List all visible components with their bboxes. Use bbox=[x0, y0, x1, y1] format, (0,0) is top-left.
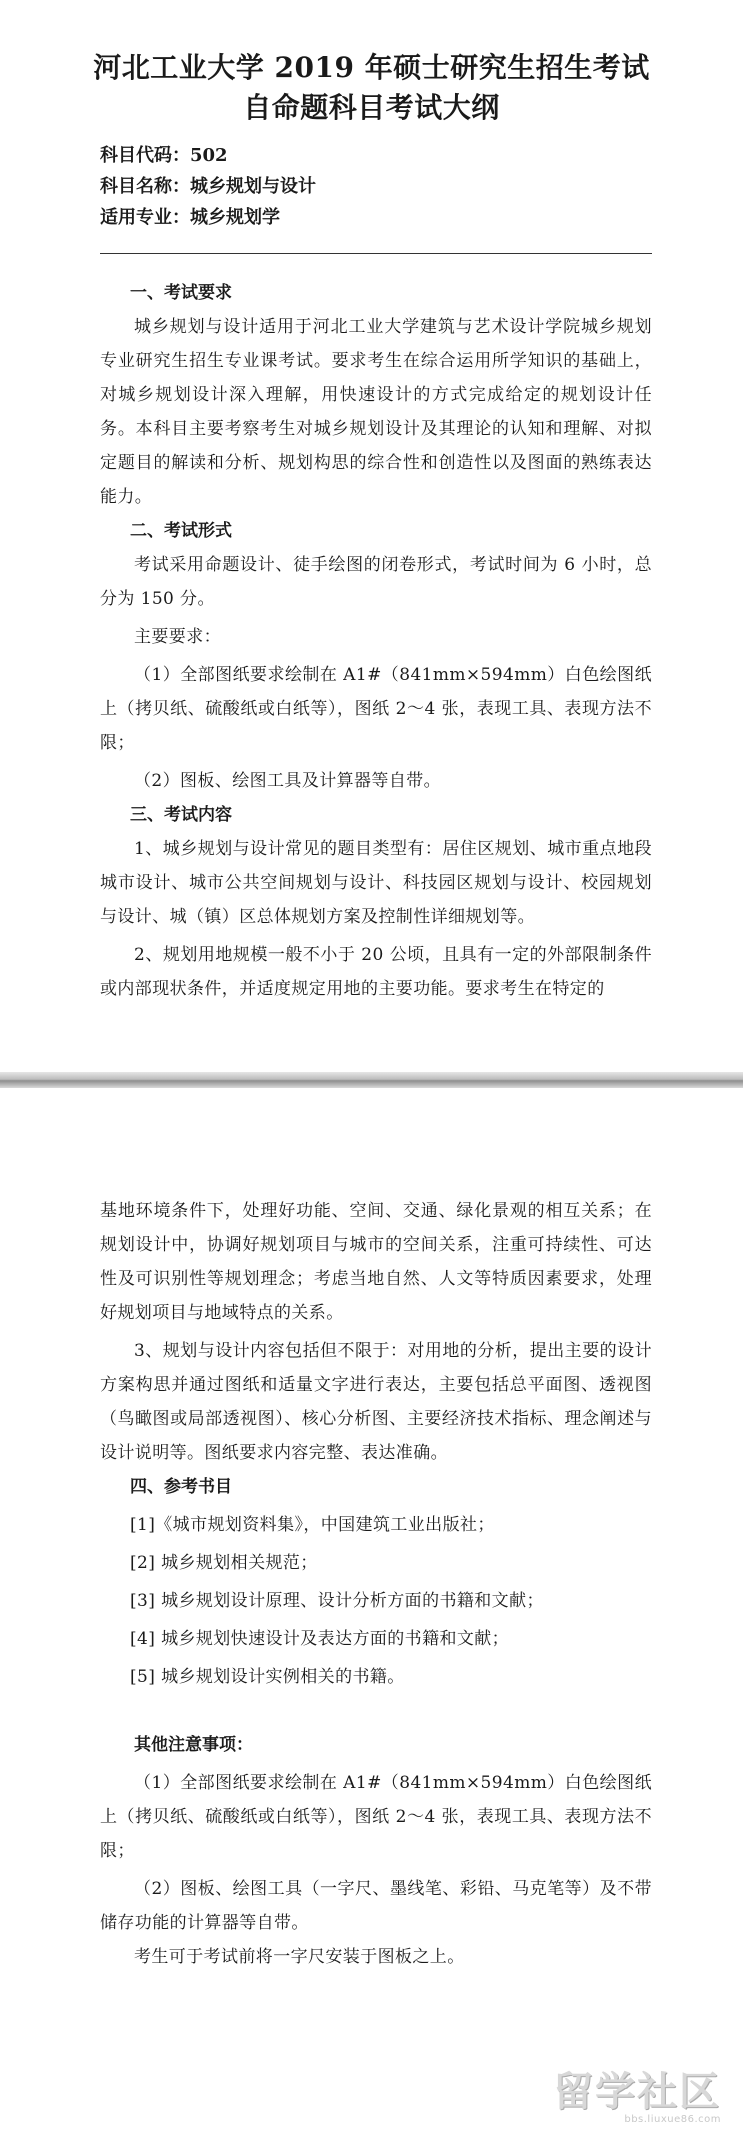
site-watermark bbox=[551, 2070, 721, 2130]
section-1-heading: 一、考试要求 bbox=[130, 283, 232, 303]
section-2-paragraph-1: 考试采用命题设计、徒手绘图的闭卷形式，考试时间为 6 小时，总分为 150 分。 bbox=[100, 555, 652, 609]
section-3-paragraph-3: 3、规划与设计内容包括但不限于：对用地的分析，提出主要的设计方案构思并通过图纸和适量文字进行表达，主要包括总平面图、透视图（鸟瞰图或局部透视图）、核心分析图、主要经济技术指标、理念阐述与设计说明等。图纸要求内容完整、表达准确。 bbox=[100, 1341, 652, 1463]
subject-code: 科目代码：502 bbox=[100, 145, 228, 166]
reference-item: [5] 城乡规划设计实例相关的书籍。 bbox=[130, 1667, 405, 1687]
title-line-1: 河北工业大学 2019 年硕士研究生招生考试 bbox=[93, 51, 650, 84]
section-3-paragraph-2: 2、规划用地规模一般不小于 20 公顷，且具有一定的外部限制条件或内部现状条件，并适度规定用地的主要功能。要求考生在特定的 bbox=[100, 945, 652, 999]
section-2-paragraph-4: （2）图板、绘图工具及计算器等自带。 bbox=[134, 771, 442, 791]
notes-paragraph-2: （2）图板、绘图工具（一字尺、墨线笔、彩铅、马克笔等）及不带储存功能的计算器等自带。 bbox=[100, 1879, 652, 1933]
watermark-url: bbs.liuxue86.com bbox=[624, 2114, 721, 2125]
section-3-heading: 三、考试内容 bbox=[130, 805, 232, 825]
page-separator bbox=[0, 1072, 743, 1088]
notes-heading: 其他注意事项： bbox=[134, 1735, 253, 1755]
notes-paragraph-3: 考生可于考试前将一字尺安装于图板之上。 bbox=[134, 1947, 465, 1967]
document-page-1 bbox=[0, 0, 743, 1072]
continued-paragraph: 基地环境条件下，处理好功能、空间、交通、绿化景观的相互关系；在规划设计中，协调好规划项目与城市的空间关系，注重可持续性、可达性及可识别性等规划理念；考虑当地自然、人文等特质因素要求，处理好规划项目与地域特点的关系。 bbox=[100, 1201, 652, 1323]
reference-item: [2] 城乡规划相关规范； bbox=[130, 1553, 318, 1573]
reference-item: [3] 城乡规划设计原理、设计分析方面的书籍和文献； bbox=[130, 1591, 544, 1611]
notes-paragraph-1: （1）全部图纸要求绘制在 A1#（841mm×594mm）白色绘图纸上（拷贝纸、硫酸纸或白纸等），图纸 2～4 张，表现工具、表现方法不限； bbox=[100, 1773, 652, 1861]
reference-item: [4] 城乡规划快速设计及表达方面的书籍和文献； bbox=[130, 1629, 510, 1649]
document-page-2 bbox=[0, 1088, 743, 2148]
page-1-body bbox=[0, 276, 743, 1006]
reference-item: [1]《城市规划资料集》，中国建筑工业出版社； bbox=[130, 1515, 495, 1535]
section-2-paragraph-3: （1）全部图纸要求绘制在 A1#（841mm×594mm）白色绘图纸上（拷贝纸、硫酸纸或白纸等），图纸 2～4 张，表现工具、表现方法不限； bbox=[100, 665, 652, 753]
applicable-major: 适用专业：城乡规划学 bbox=[100, 207, 280, 228]
page-2-content bbox=[0, 1194, 743, 1974]
section-2-paragraph-2: 主要要求： bbox=[134, 627, 221, 647]
section-3-paragraph-1: 1、城乡规划与设计常见的题目类型有：居住区规划、城市重点地段城市设计、城市公共空间规划与设计、科技园区规划与设计、校园规划与设计、城（镇）区总体规划方案及控制性详细规划等。 bbox=[100, 839, 652, 927]
header-divider bbox=[100, 253, 652, 254]
section-2-heading: 二、考试形式 bbox=[130, 521, 232, 541]
watermark-logo-text: 留学社区 bbox=[553, 2069, 721, 2115]
page-1-content bbox=[0, 48, 743, 1006]
subject-meta bbox=[100, 140, 743, 233]
section-4-heading: 四、参考书目 bbox=[130, 1477, 232, 1497]
reference-list bbox=[0, 1508, 743, 1694]
document-title bbox=[0, 48, 743, 128]
section-1-paragraph: 城乡规划与设计适用于河北工业大学建筑与艺术设计学院城乡规划专业研究生招生专业课考试。要求考生在综合运用所学知识的基础上，对城乡规划设计深入理解，用快速设计的方式完成给定的规划设计任务。本科目主要考察考生对城乡规划设计及其理论的认知和理解、对拟定题目的解读和分析、规划构思的综合性和创造性以及图面的熟练表达能力。 bbox=[100, 317, 652, 507]
title-line-2: 自命题科目考试大纲 bbox=[243, 91, 500, 124]
subject-name: 科目名称：城乡规划与设计 bbox=[100, 176, 316, 197]
